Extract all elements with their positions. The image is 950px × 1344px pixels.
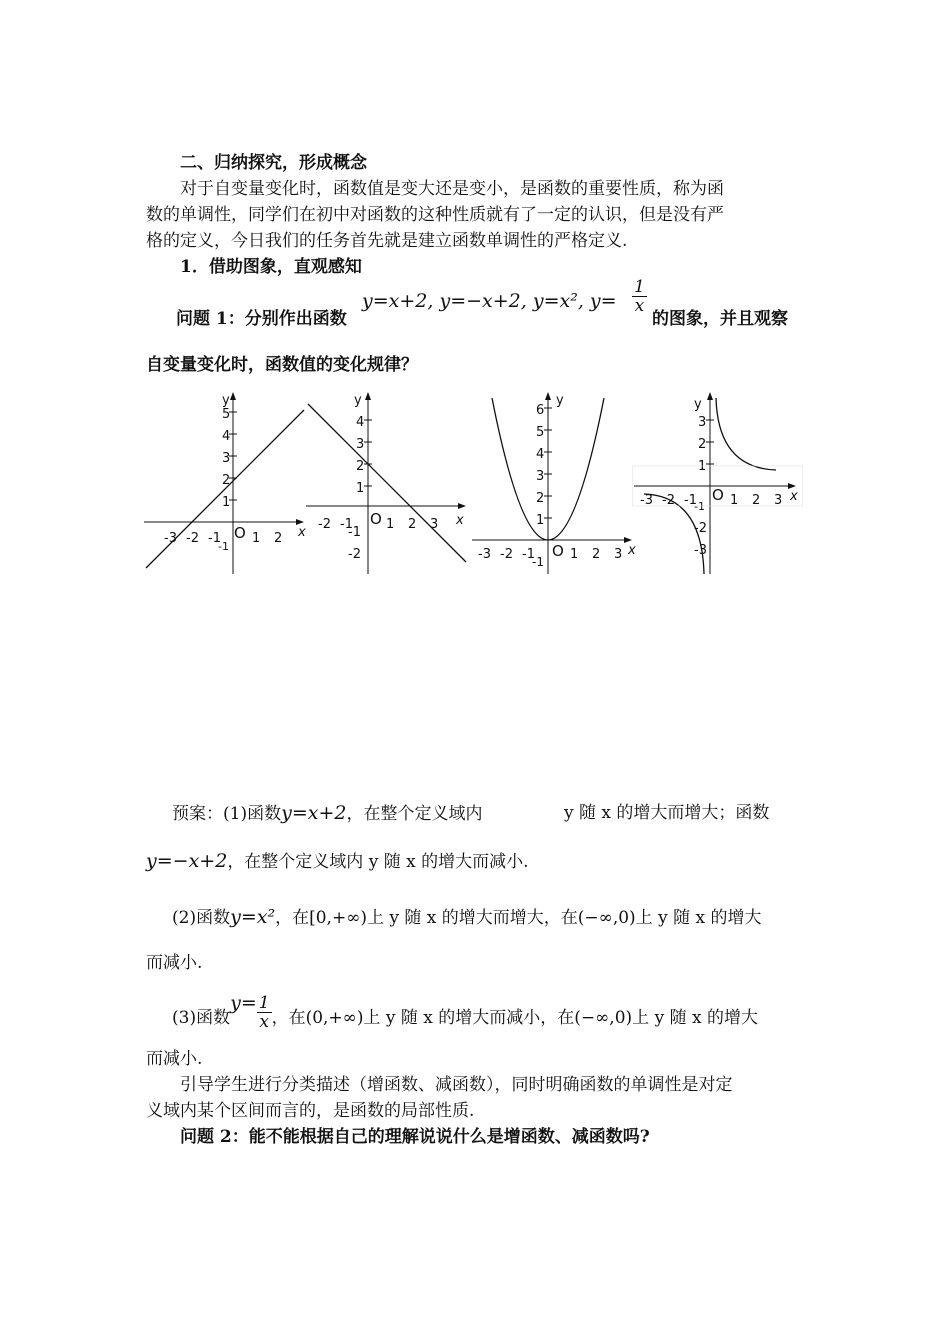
q1-end: 的图象，并且观察 bbox=[652, 309, 788, 329]
graph-parabola bbox=[470, 388, 642, 576]
y-tick: -1 bbox=[218, 540, 229, 553]
question-1-line-2: 自变量变化时，函数值的变化规律？ bbox=[146, 355, 418, 375]
answer-1 bbox=[172, 800, 832, 832]
answer-1-formula: y=x+2 bbox=[281, 802, 347, 824]
y-arrow-icon bbox=[707, 392, 713, 400]
answer-1-text: y 随 x 的增大而增大；函数 bbox=[564, 803, 770, 823]
x-tick: 3 bbox=[614, 547, 623, 562]
answer-1b-formula: y=−x+2 bbox=[146, 850, 228, 872]
section-heading: 二、归纳探究，形成概念 bbox=[180, 153, 367, 173]
y-label: y bbox=[354, 393, 362, 408]
x-tick: -1 bbox=[340, 517, 353, 532]
y-tick: 5 bbox=[536, 425, 545, 440]
x-label: x bbox=[456, 513, 464, 528]
x-tick: -2 bbox=[318, 517, 331, 532]
answer-2-prefix: (2)函数 bbox=[172, 908, 231, 928]
origin-label: O bbox=[234, 524, 246, 542]
question-2: 问题 2：能不能根据自己的理解说说什么是增函数、减函数吗? bbox=[180, 1127, 650, 1147]
q1-start: 问题 1：分别作出函数 bbox=[176, 309, 347, 329]
answer-1b bbox=[146, 848, 806, 875]
intro-line-2: 数的单调性，同学们在初中对函数的这种性质就有了一定的认识，但是没有严 bbox=[146, 205, 724, 225]
origin-label: O bbox=[552, 542, 564, 560]
y-label: y bbox=[222, 393, 230, 408]
x-tick: -2 bbox=[186, 531, 199, 546]
graph-linear-decreasing bbox=[306, 388, 472, 576]
frac-den: x bbox=[259, 1012, 269, 1032]
y-tick: 2 bbox=[356, 459, 365, 474]
x-tick: -3 bbox=[478, 547, 491, 562]
x-label: x bbox=[298, 525, 306, 540]
y-tick: 4 bbox=[536, 447, 545, 462]
origin-label: O bbox=[370, 510, 382, 528]
answer-3-prefix: (3)函数 bbox=[172, 1008, 231, 1028]
question-1 bbox=[176, 277, 836, 332]
answer-3-line-2: 而减小. bbox=[146, 1049, 203, 1069]
y-tick: 1 bbox=[222, 495, 231, 510]
intro-line-3: 格的定义，今日我们的任务首先就是建立函数单调性的严格定义. bbox=[146, 231, 628, 251]
x-tick: 1 bbox=[570, 547, 579, 562]
y-tick: 2 bbox=[536, 491, 545, 506]
x-tick: 2 bbox=[592, 547, 601, 562]
y-tick: 2 bbox=[222, 473, 231, 488]
y-tick: -3 bbox=[694, 543, 707, 558]
x-tick: 1 bbox=[730, 493, 739, 508]
guide-line-2: 义域内某个区间而言的，是函数的局部性质. bbox=[146, 1101, 475, 1121]
graph-hyperbola bbox=[632, 388, 804, 576]
y-tick: 5 bbox=[222, 407, 231, 422]
y-tick: 1 bbox=[356, 481, 365, 496]
y-tick: -2 bbox=[694, 521, 707, 536]
x-label: x bbox=[628, 543, 636, 558]
answer-2 bbox=[172, 904, 832, 931]
frac-num: 1 bbox=[258, 993, 270, 1013]
answer-3-text: ，在(0,+∞)上 y 随 x 的增大而减小，在(−∞,0)上 y 随 x 的增大 bbox=[271, 1008, 758, 1028]
y-tick: 4 bbox=[356, 415, 365, 430]
answer-2-formula: y=x² bbox=[230, 906, 276, 928]
x-tick: -3 bbox=[164, 531, 177, 546]
answer-2-line-2: 而减小. bbox=[146, 953, 203, 973]
frac-den: x bbox=[634, 296, 645, 316]
answer-3 bbox=[172, 992, 832, 1032]
x-tick: -2 bbox=[662, 493, 675, 508]
x-tick: 2 bbox=[274, 531, 283, 546]
x-arrow-icon bbox=[458, 503, 466, 509]
answer-2-text: ，在[0,+∞)上 y 随 x 的增大而增大，在(−∞,0)上 y 随 x 的增大 bbox=[275, 908, 762, 928]
x-tick: 3 bbox=[430, 517, 439, 532]
y-tick: -1 bbox=[532, 555, 544, 569]
answer-3-formula-y: y= bbox=[230, 992, 257, 1014]
x-tick: -1 bbox=[684, 493, 697, 508]
x-tick: -1 bbox=[208, 531, 221, 546]
y-tick: 2 bbox=[698, 437, 707, 452]
y-tick: -1 bbox=[694, 500, 705, 513]
graph-linear-increasing bbox=[144, 388, 309, 576]
x-tick: 2 bbox=[752, 493, 761, 508]
x-tick: 1 bbox=[252, 531, 261, 546]
guide-line-1: 引导学生进行分类描述（增函数、减函数），同时明确函数的单调性是对定 bbox=[180, 1075, 733, 1095]
x-tick: -3 bbox=[640, 493, 653, 508]
y-arrow-icon bbox=[230, 392, 236, 400]
q1-formula: y=x+2, y=−x+2, y=x², y= bbox=[362, 290, 617, 312]
y-label: y bbox=[556, 393, 564, 408]
y-tick: 4 bbox=[222, 429, 231, 444]
y-arrow-icon bbox=[365, 392, 371, 400]
frac-num: 1 bbox=[634, 277, 645, 297]
origin-label: O bbox=[712, 486, 724, 504]
x-tick: -1 bbox=[522, 547, 535, 562]
y-tick: 6 bbox=[536, 403, 545, 418]
y-tick: 3 bbox=[222, 451, 231, 466]
graph-curve-right bbox=[716, 398, 776, 470]
y-tick: 1 bbox=[698, 459, 707, 474]
answer-3-fraction bbox=[257, 994, 272, 1031]
y-tick: 3 bbox=[698, 415, 707, 430]
x-label: x bbox=[790, 489, 798, 504]
y-tick: 1 bbox=[536, 513, 545, 528]
x-tick: 3 bbox=[774, 493, 783, 508]
y-tick: 3 bbox=[356, 437, 365, 452]
x-tick: 1 bbox=[386, 517, 395, 532]
x-tick: -2 bbox=[500, 547, 513, 562]
y-arrow-icon bbox=[545, 392, 551, 400]
graph-line bbox=[308, 404, 466, 562]
answer-1b-text: ，在整个定义域内 y 随 x 的增大而减小. bbox=[227, 852, 529, 872]
answer-1-mid: ，在整个定义域内 bbox=[346, 804, 483, 824]
q1-fraction bbox=[632, 278, 647, 315]
y-label: y bbox=[694, 397, 702, 412]
x-tick: 2 bbox=[408, 517, 417, 532]
answer-1-prefix: 预案：(1)函数 bbox=[172, 804, 282, 824]
y-tick: -2 bbox=[348, 547, 361, 562]
y-tick: -1 bbox=[348, 525, 361, 540]
intro-line-1: 对于自变量变化时，函数值是变大还是变小，是函数的重要性质，称为函 bbox=[180, 179, 724, 199]
y-tick: 3 bbox=[536, 469, 545, 484]
sub-heading-1: 1．借助图象，直观感知 bbox=[180, 257, 362, 277]
